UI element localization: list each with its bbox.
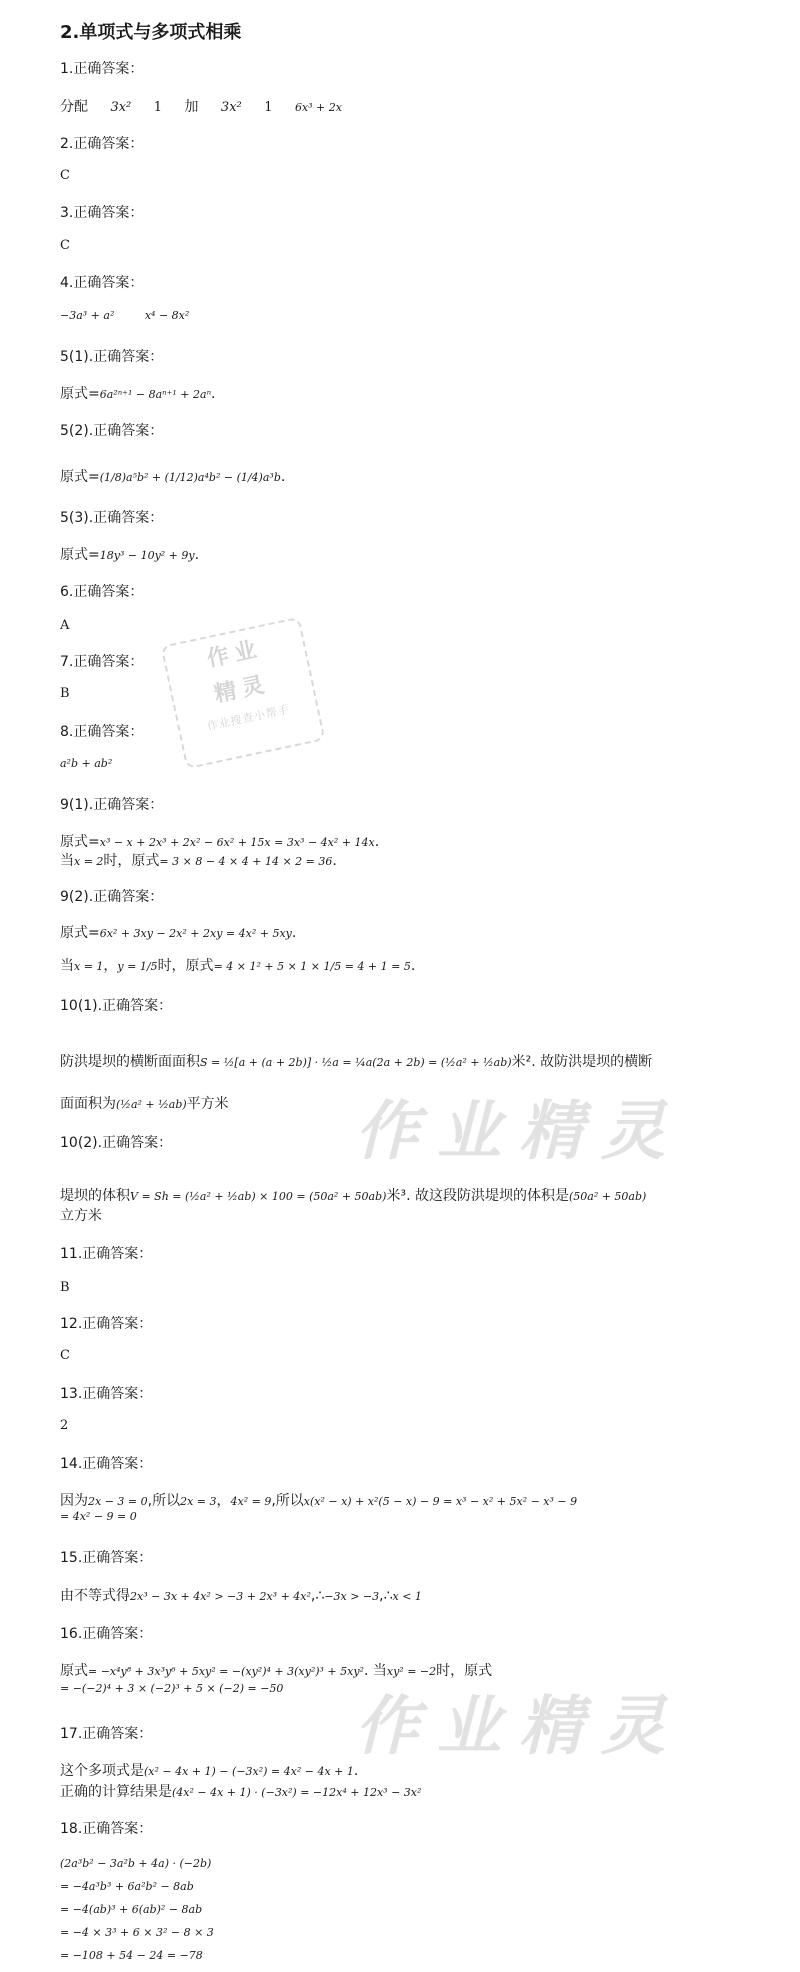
q14-answer-line2: = 4x² − 9 = 0: [60, 1510, 137, 1523]
q10-1-answer-line2: 面面积为(½a² + ½ab)平方米: [60, 1096, 229, 1112]
q4-answer: −3a³ + a² x⁴ − 8x²: [60, 309, 190, 322]
q9-2-answer-line1: 原式=6x² + 3xy − 2x² + 2xy = 4x² + 5xy.: [60, 925, 297, 941]
q9-2-answer-line2: 当x = 1，y = 1/5时，原式= 4 × 1² + 5 × 1 × 1/5 = 4 + 1 = 5.: [60, 958, 416, 974]
q3-answer: C: [60, 238, 70, 253]
stamp-watermark: 作业 精灵 作业搜查小帮手: [160, 617, 325, 770]
q10-2-answer-line2: 立方米: [60, 1208, 102, 1224]
q7-answer: B: [60, 686, 70, 701]
q17-answer-line2: 正确的计算结果是(4x² − 4x + 1) · (−3x²) = −12x⁴ + 12x³ − 3x²: [60, 1784, 422, 1800]
q7-label: 7.正确答案：: [60, 654, 144, 670]
q18-label: 18.正确答案：: [60, 1821, 153, 1837]
q3-label: 3.正确答案：: [60, 205, 144, 221]
q18-step-4: = −4 × 3³ + 6 × 3² − 8 × 3: [60, 1926, 214, 1939]
q17-answer-line1: 这个多项式是(x² − 4x + 1) − (−3x²) = 4x² − 4x + 1.: [60, 1763, 359, 1779]
section-title: 2.单项式与多项式相乘: [60, 22, 242, 43]
q5-3-answer: 原式=18y³ − 10y² + 9y.: [60, 547, 200, 563]
q14-answer-line1: 因为2x − 3 = 0,所以2x = 3，4x² = 9,所以x(x² − x) + x²(5 − x) − 9 = x³ − x² + 5x² − x³ − 9: [60, 1493, 578, 1509]
q8-answer: a²b + ab²: [60, 757, 113, 770]
q10-2-label: 10(2).正确答案：: [60, 1135, 173, 1151]
q10-1-answer-line1: 防洪堤坝的横断面面积S = ½[a + (a + 2b)] · ½a = ¼a(2a + 2b) = (½a² + ½ab)米². 故防洪堤坝的横断: [60, 1054, 653, 1070]
q2-answer: C: [60, 168, 70, 183]
q2-label: 2.正确答案：: [60, 136, 144, 152]
q9-2-label: 9(2).正确答案：: [60, 889, 164, 905]
q13-answer: 2: [60, 1418, 69, 1433]
q9-1-answer-line2: 当x = 2时，原式= 3 × 8 − 4 × 4 + 14 × 2 = 36.: [60, 853, 337, 869]
q8-label: 8.正确答案：: [60, 724, 144, 740]
q15-label: 15.正确答案：: [60, 1550, 153, 1566]
q9-1-answer-line1: 原式=x³ − x + 2x³ + 2x² − 6x² + 15x = 3x³ − 4x² + 14x.: [60, 834, 380, 850]
q1-label: 1.正确答案：: [60, 61, 144, 77]
q14-label: 14.正确答案：: [60, 1456, 153, 1472]
q10-2-answer-line1: 堤坝的体积V = Sh = (½a² + ½ab) × 100 = (50a² + 50ab)米³. 故这段防洪堤坝的体积是(50a² + 50ab): [60, 1188, 647, 1204]
q16-answer-line1: 原式= −x⁴y⁸ + 3x³y⁶ + 5xy² = −(xy²)⁴ + 3(xy²)³ + 5xy². 当xy² = −2时，原式: [60, 1663, 493, 1679]
q12-answer: C: [60, 1348, 70, 1363]
q18-step-3: = −4(ab)³ + 6(ab)² − 8ab: [60, 1903, 203, 1916]
q12-label: 12.正确答案：: [60, 1316, 153, 1332]
q18-step-2: = −4a³b³ + 6a²b² − 8ab: [60, 1880, 194, 1893]
q16-label: 16.正确答案：: [60, 1626, 153, 1642]
q15-answer: 由不等式得2x³ − 3x + 4x² > −3 + 2x³ + 4x²,∴−3x > −3,∴x < 1: [60, 1588, 422, 1604]
q5-1-label: 5(1).正确答案：: [60, 349, 164, 365]
q5-2-answer: 原式=(1/8)a⁵b² + (1/12)a⁴b² − (1/4)a³b.: [60, 469, 286, 485]
q18-step-5: = −108 + 54 − 24 = −78: [60, 1949, 203, 1962]
q17-label: 17.正确答案：: [60, 1726, 153, 1742]
q6-answer: A: [60, 618, 70, 633]
watermark-text-2: 作业精灵: [355, 1690, 683, 1764]
q5-3-label: 5(3).正确答案：: [60, 510, 164, 526]
watermark-text-1: 作业精灵: [355, 1095, 683, 1169]
q6-label: 6.正确答案：: [60, 584, 144, 600]
q11-answer: B: [60, 1280, 70, 1295]
q5-1-answer: 原式=6a²ⁿ⁺¹ − 8aⁿ⁺¹ + 2aⁿ.: [60, 386, 216, 402]
q4-label: 4.正确答案：: [60, 275, 144, 291]
q18-step-1: (2a³b² − 3a²b + 4a) · (−2b): [60, 1857, 212, 1870]
q1-answer: 分配 3x² 1 加 3x² 1 6x³ + 2x: [60, 99, 342, 115]
q9-1-label: 9(1).正确答案：: [60, 797, 164, 813]
q10-1-label: 10(1).正确答案：: [60, 998, 173, 1014]
q13-label: 13.正确答案：: [60, 1386, 153, 1402]
q5-2-label: 5(2).正确答案：: [60, 423, 164, 439]
q16-answer-line2: = −(−2)⁴ + 3 × (−2)³ + 5 × (−2) = −50: [60, 1682, 284, 1695]
q11-label: 11.正确答案：: [60, 1246, 153, 1262]
